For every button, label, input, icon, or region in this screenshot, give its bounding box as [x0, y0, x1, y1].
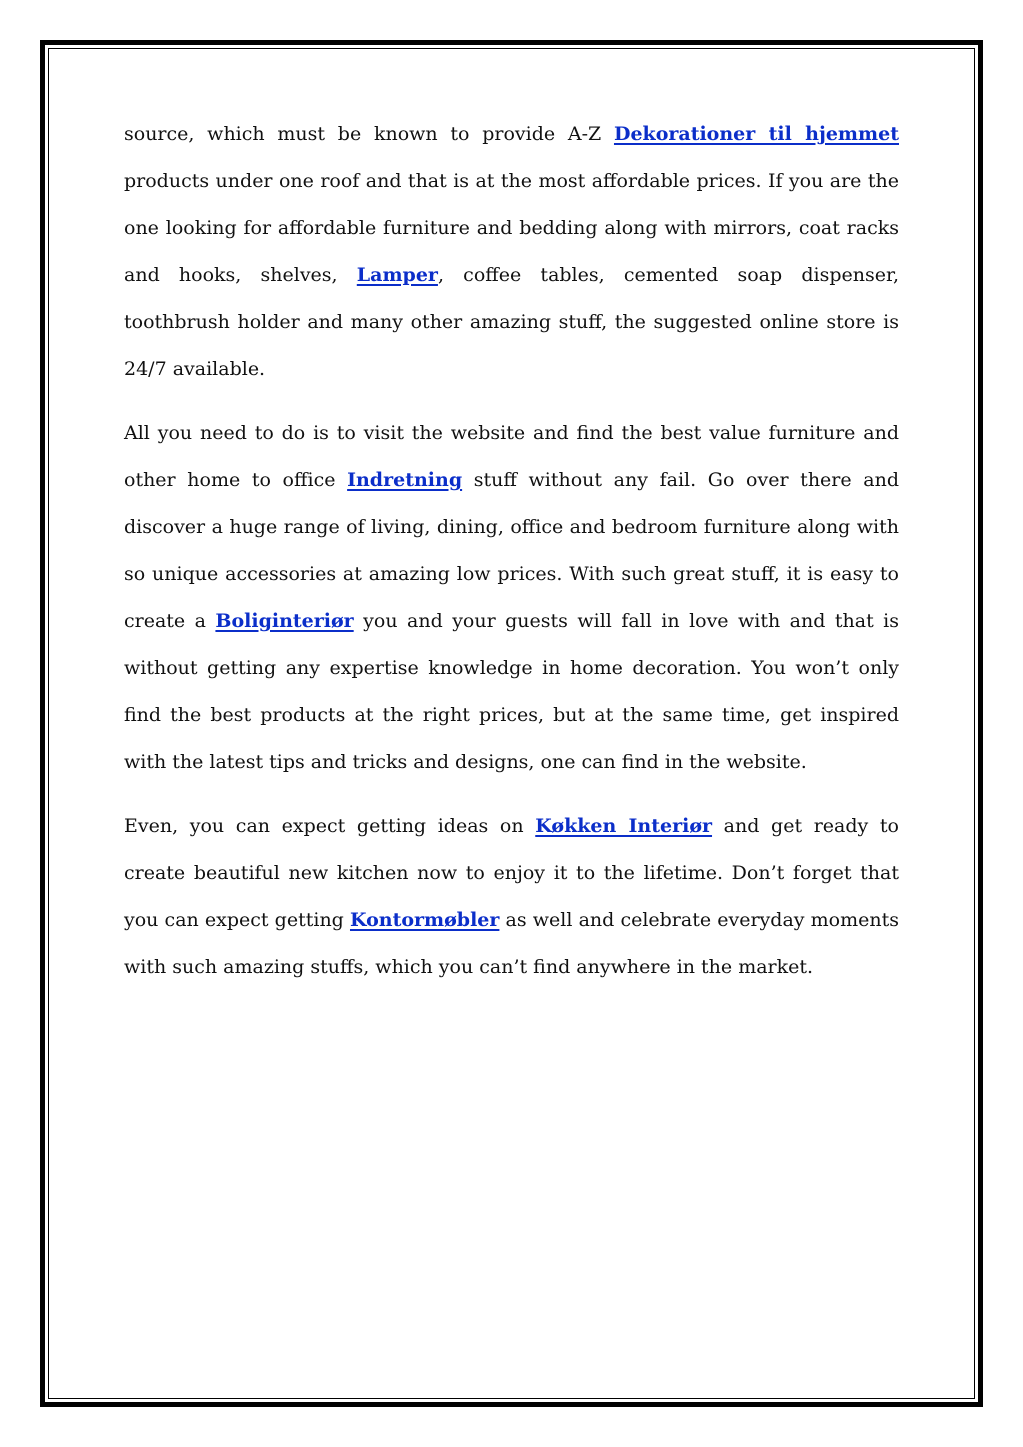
paragraph-text: Even, you can expect getting ideas on [124, 815, 536, 837]
link-kontormobler[interactable]: Kontormøbler [349, 909, 500, 931]
link-dekorationer-til-hjemmet[interactable]: Dekorationer til hjemmet [613, 123, 899, 145]
paragraph-text: source, which must be known to provide A-Z [124, 123, 614, 145]
link-indretning[interactable]: Indretning [347, 469, 463, 491]
document-body [124, 111, 899, 991]
paragraph-text: , coffee tables, cemented soap dispenser, toothbrush holder and many other amazing stuff, the suggested online store is 24/7 available. [124, 264, 899, 380]
paragraph-3 [124, 803, 899, 991]
paragraph-text: you and your guests will fall in love with and that is without getting any expertise knowledge in home decoration. You won’t only find the best products at the right prices, but at the same time, get inspired with the latest tips and tricks and designs, one can find in the website. [124, 610, 899, 773]
link-lamper[interactable]: Lamper [356, 264, 438, 286]
paragraph-text: All you need to do is to visit the website and find the best value furniture and other home to office [124, 422, 899, 491]
paragraph-text: stuff without any fail. Go over there and discover a huge range of living, dining, office and bedroom furniture along with so unique accessories at amazing low prices. With such great stuff, it is easy to create a [124, 469, 899, 632]
paragraph-1 [124, 111, 899, 393]
link-kokken-interior[interactable]: Køkken Interiør [535, 815, 713, 837]
paragraph-text: products under one roof and that is at the most affordable prices. If you are the one looking for affordable furniture and bedding along with mirrors, coat racks and hooks, shelves, [124, 170, 899, 286]
paragraph-2 [124, 410, 899, 786]
link-boliginterior[interactable]: Boliginteriør [215, 610, 354, 632]
paragraph-text: and get ready to create beautiful new kitchen now to enjoy it to the lifetime. Don’t forget that you can expect getting [124, 815, 899, 931]
paragraph-text: as well and celebrate everyday moments with such amazing stuffs, which you can’t find anywhere in the market. [124, 909, 899, 978]
